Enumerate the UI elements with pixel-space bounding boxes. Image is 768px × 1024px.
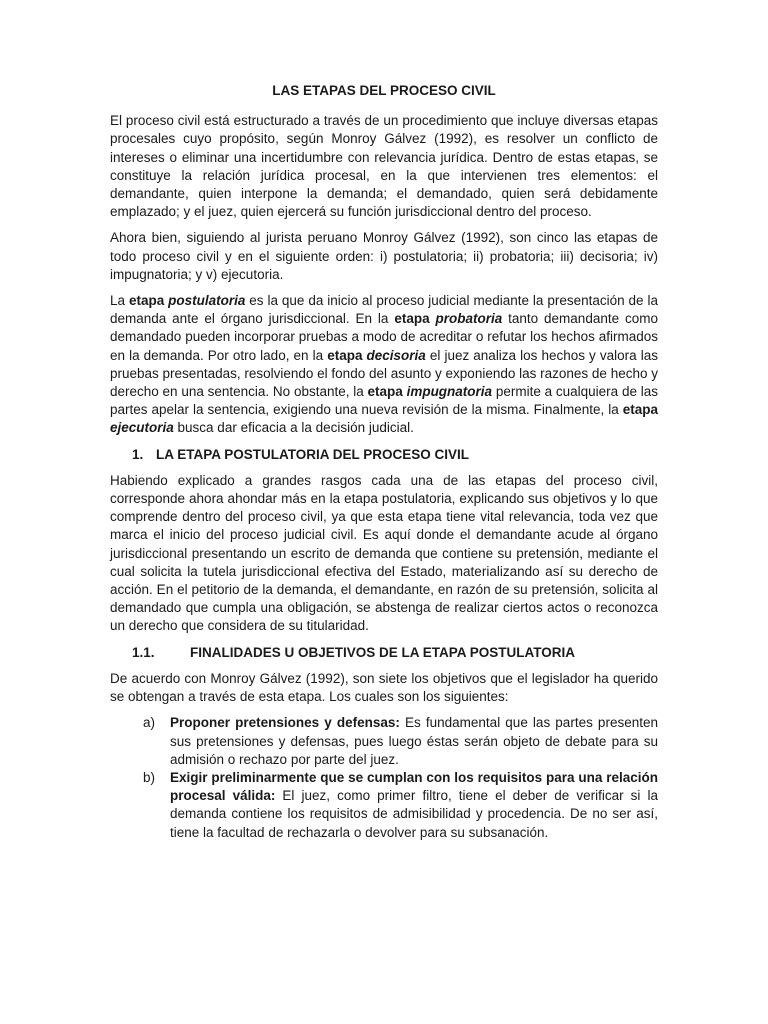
paragraph-postulatoria: Habiendo explicado a grandes rasgos cada una de las etapas del proceso civil, corresponde ahora ahondar más en la etapa postulatoria, explicando sus objetivos y lo que comprende dentro del proceso civil, ya que esta etapa tiene vital relevancia, toda vez que marca el inicio del proceso judicial civil. Es aquí donde el demandante acude al órgano jurisdiccional presentando un escrito de demanda que contiene su pretensión, mediante el cual solicita la tutela jurisdiccional efectiva del Estado, materializando así su derecho de acción. En el petitorio de la demanda, el demandante, en razón de su pretensión, solicita al demandado que cumpla una obligación, se abstenga de realizar ciertos actos o reconozca un derecho que considera de su titularidad. xyxy=(110,472,658,634)
bold-etapa: etapa xyxy=(128,293,169,309)
stage-postulatoria: postulatoria xyxy=(168,293,246,309)
stage-probatoria: probatoria xyxy=(435,311,503,327)
list-item-letter: a) xyxy=(143,715,156,731)
section-title: FINALIDADES U OBJETIVOS DE LA ETAPA POSTULATORIA xyxy=(190,644,576,660)
list-item xyxy=(143,714,658,769)
list-item-heading: Proponer pretensiones y defensas: xyxy=(170,715,400,731)
list-item-body xyxy=(170,714,658,769)
bold-etapa: etapa xyxy=(622,402,658,418)
text-run: busca dar eficacia a la decisión judicial. xyxy=(173,420,414,436)
objectives-list xyxy=(110,714,658,841)
stage-decisoria: decisoria xyxy=(366,347,426,363)
text-run: tanto demandante como demandado pueden incorporar pruebas a modo de acreditar o refutar los hechos afirmados en la demanda. Por otro lado, en la xyxy=(110,311,658,363)
bold-etapa: etapa xyxy=(394,311,436,327)
list-item-heading: Exigir preliminarmente que se cumplan con los requisitos para una relación procesal válida: xyxy=(170,769,658,804)
list-item-letter: b) xyxy=(143,769,156,785)
stage-ejecutoria: ejecutoria xyxy=(110,420,174,436)
list-item-text: El juez, como primer filtro, tiene el deber de verificar si la demanda contiene los requisitos de admisibilidad y procedencia. De no ser así, tiene la facultad de rechazarla o devolver para su subsanación. xyxy=(170,788,658,840)
paragraph-stages-list: Ahora bien, siguiendo al jurista peruano Monroy Gálvez (1992), son cinco las etapas de todo proceso civil y en el siguiente orden: i) postulatoria; ii) probatoria; iii) decisoria; iv) impugnatoria; y v) ejecutoria. xyxy=(110,230,658,282)
list-item-text: Es fundamental que las partes presenten sus pretensiones y defensas, pues luego éstas serán objeto de debate para su admisión o rechazo por parte del juez. xyxy=(170,715,658,767)
bold-etapa: etapa xyxy=(327,347,367,363)
text-run: el juez analiza los hechos y valora las pruebas presentadas, resolviendo el fondo del asunto y exponiendo las razones de hecho y derecho en una sentencia. No obstante, la xyxy=(110,347,658,400)
text-run: La xyxy=(110,293,129,309)
section-heading-1-1 xyxy=(132,644,658,662)
paragraph-stages-description xyxy=(110,292,658,438)
section-heading-1 xyxy=(132,446,658,464)
text-run: es la que da inicio al proceso judicial mediante la presentación de la demanda ante el órgano jurisdiccional. En la xyxy=(110,293,658,327)
list-item xyxy=(143,769,658,842)
bold-etapa: etapa xyxy=(367,384,407,400)
document-title: LAS ETAPAS DEL PROCESO CIVIL xyxy=(272,83,496,98)
paragraph-objectives-intro: De acuerdo con Monroy Gálvez (1992), son siete los objetivos que el legislador ha querido se obtengan a través de esta etapa. Los cuales son los siguientes: xyxy=(110,670,658,705)
section-number: 1. xyxy=(132,446,144,462)
stage-impugnatoria: impugnatoria xyxy=(406,384,493,400)
section-number: 1.1. xyxy=(132,644,155,660)
paragraph-intro: El proceso civil está estructurado a través de un procedimiento que incluye diversas etapas procesales cuyo propósito, según Monroy Gálvez (1992), es resolver un conflicto de intereses o eliminar una incertidumbre con relevancia jurídica. Dentro de estas etapas, se constituye la relación jurídica procesal, en la que intervienen tres elementos: el demandante, quien interpone la demanda; el demandado, quien será debidamente emplazado; y el juez, quien ejercerá su función jurisdiccional dentro del proceso. xyxy=(110,113,658,220)
list-item-body xyxy=(170,769,658,842)
section-title: LA ETAPA POSTULATORIA DEL PROCESO CIVIL xyxy=(156,446,470,462)
text-run: permite a cualquiera de las partes apelar la sentencia, exigiendo una nueva revisión de la misma. Finalmente, la xyxy=(110,384,658,418)
